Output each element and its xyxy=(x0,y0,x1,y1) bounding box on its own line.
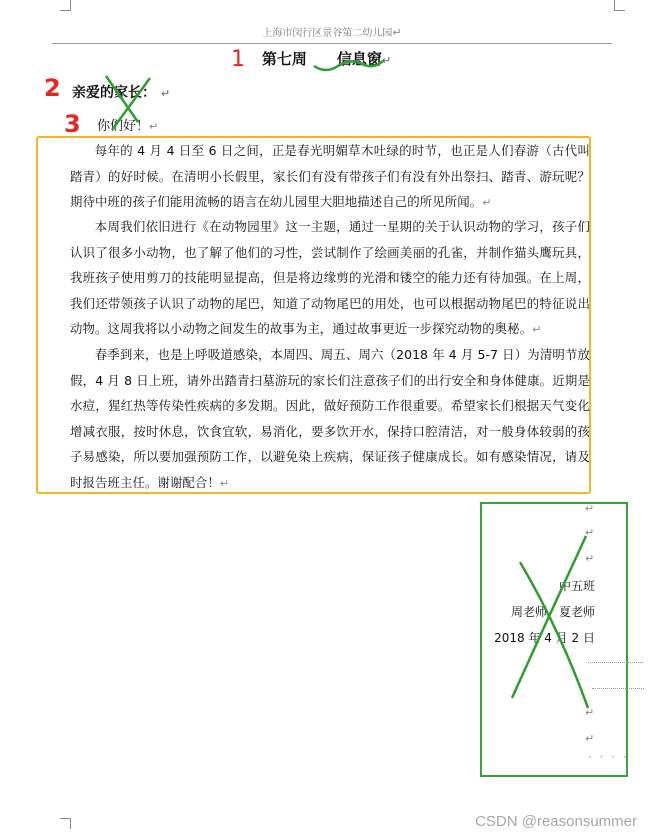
header-text: 上海市闵行区景谷第二幼儿园 xyxy=(262,28,393,39)
paragraph-mark: ↵ xyxy=(381,54,392,67)
paragraph-text[interactable]: 春季到来，也是上呼吸道感染，本周四、周五、周六（2018 年 4 月 5-7 日）为清明节放假，4 月 8 日上班，请外出踏青扫墓游玩的家长们注意孩子们的出行安全和身体健康。近期是水痘，猩红热等传染性疾病的多发期。因此，做好预防工作很重要。希望家长们根据天气变化增减衣服，按时休息，饮食宜软，易消化，要多饮开水，保持口腔清洁，对一般身体较弱的孩子易感染，所以要加强预防工作，以避免染上疾病，保证孩子健康成长。如有感染情况，请及时报告班主任。谢谢配合！ xyxy=(70,347,590,490)
empty-paragraph-mark: ↵ xyxy=(585,706,595,719)
title-text[interactable]: 第七周 信息窗 xyxy=(261,50,382,68)
body-paragraph-3[interactable] xyxy=(70,342,590,496)
paragraph-mark: ↵ xyxy=(149,120,159,133)
page-corner-top-left xyxy=(60,0,71,11)
paragraph-mark: ↵ xyxy=(160,87,171,100)
signature-class[interactable] xyxy=(559,577,595,594)
paragraph-mark: ↵ xyxy=(219,476,230,490)
hello-line[interactable] xyxy=(97,115,158,134)
body-paragraph-1[interactable] xyxy=(70,138,590,216)
annotation-number-2: 2 xyxy=(44,74,61,102)
empty-paragraph-mark: ↵ xyxy=(585,526,595,539)
empty-paragraph-mark: ↵ xyxy=(585,552,595,565)
paragraph-mark: ↵ xyxy=(482,196,492,209)
paragraph-text[interactable]: 每年的 4 月 4 日至 6 日之间，正是春光明媚草木吐绿的时节，也正是人们春游（古代叫踏青）的好时候。在清明小长假里，家长们有没有带孩子们有没有外出祭扫、踏青、游玩呢？期待中班的孩子们能用流畅的语言在幼儿园里大胆地描述自己的所见所闻。 xyxy=(70,143,590,209)
signature-date-text[interactable]: 2018 年 4 月 2 日 xyxy=(494,631,595,645)
greeting-text[interactable]: 亲爱的家长： xyxy=(72,85,156,101)
empty-paragraph-mark: ↵ xyxy=(585,502,595,515)
paragraph-mark: ↵ xyxy=(532,323,542,336)
paragraph-text[interactable]: 本周我们依旧进行《在动物园里》这一主题，通过一星期的关于认识动物的学习，孩子们认识了很多小动物，也了解了他们的习性，尝试制作了绘画美丽的孔雀，并制作猫头鹰玩具，我班孩子使用剪刀的技能明显提高，但是将边缘剪的光滑和镂空的能力还有待加强。在上周，我们还带领孩子认识了动物的尾巴，知道了动物尾巴的用处，也可以根据动物尾巴的特征说出动物。这周我将以小动物之间发生的故事为主，通过故事更近一步探究动物的奥秘。 xyxy=(70,219,590,336)
dotted-leader xyxy=(592,688,644,689)
annotation-number-1: 1 xyxy=(231,47,245,72)
signature-teachers-text[interactable]: 周老师、夏老师 xyxy=(510,605,595,619)
annotation-number-3: 3 xyxy=(64,110,81,138)
watermark: CSDN @reasonsummer xyxy=(475,813,637,830)
paragraph-mark: ↵ xyxy=(392,26,402,39)
signature-teachers[interactable] xyxy=(511,603,595,620)
dotted-leader: · · · · xyxy=(588,750,629,764)
page-corner-bottom-left xyxy=(60,818,71,829)
body-paragraph-2[interactable] xyxy=(70,214,590,343)
document-header xyxy=(52,24,612,44)
empty-paragraph-mark: ↵ xyxy=(585,732,595,745)
signature-class-text[interactable]: 中五班 xyxy=(558,579,595,593)
signature-date[interactable] xyxy=(494,629,595,646)
hello-text[interactable]: 你们好！ xyxy=(97,119,150,134)
page-corner-top-right xyxy=(614,0,625,11)
document-title[interactable] xyxy=(0,48,653,69)
dotted-leader xyxy=(588,662,643,663)
greeting-line[interactable] xyxy=(72,82,170,102)
